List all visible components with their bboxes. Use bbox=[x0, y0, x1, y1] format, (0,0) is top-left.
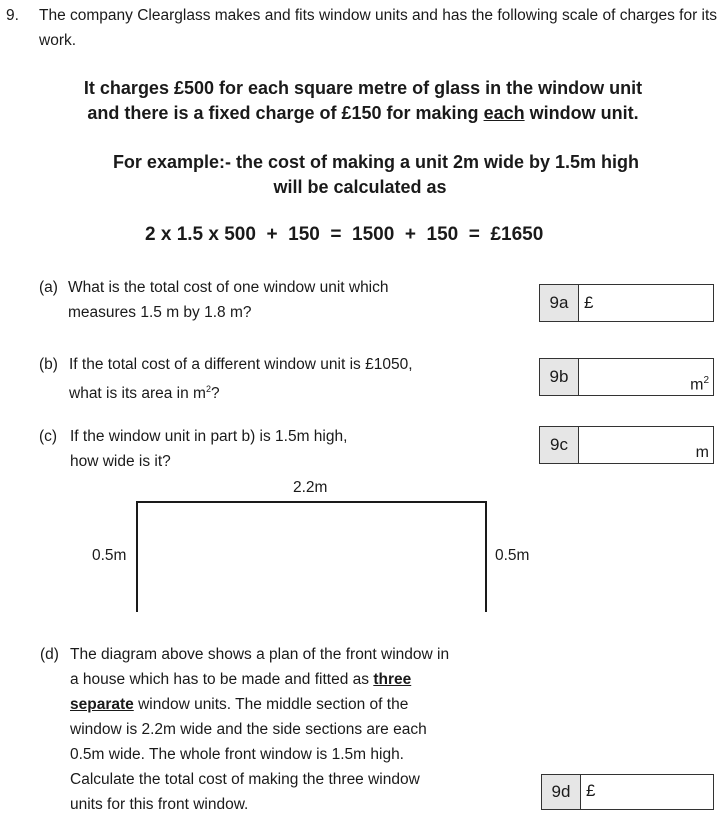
example-line2: will be calculated as bbox=[273, 177, 447, 197]
answer-label-9d: 9d bbox=[542, 775, 581, 809]
example-line1: For example:- the cost of making a unit 2m wide by 1.5m high bbox=[112, 152, 640, 172]
question-number: 9. bbox=[6, 7, 19, 24]
emphasis-each: each bbox=[483, 103, 525, 123]
part-d-label: (d) bbox=[40, 646, 59, 663]
answer-label-9a: 9a bbox=[540, 285, 579, 321]
part-d-line3: separate window units. The middle section of the bbox=[70, 696, 409, 713]
unit-label: m bbox=[695, 444, 709, 461]
part-c-line2: how wide is it? bbox=[70, 453, 171, 470]
answer-box-9d[interactable] bbox=[541, 774, 714, 810]
part-d-line5: 0.5m wide. The whole front window is 1.5m high. bbox=[70, 746, 404, 763]
unit-label: $m^2$ bbox=[690, 374, 709, 393]
question-intro: The company Clearglass makes and fits window units and has the following scale of charges for its work. bbox=[39, 7, 718, 49]
part-a-line2: measures 1.5 m by 1.8 m? bbox=[68, 304, 252, 321]
part-d-line6: Calculate the total cost of making the three window bbox=[70, 771, 420, 788]
answer-label-9c: 9c bbox=[540, 427, 579, 463]
currency-prefix: £ bbox=[586, 781, 596, 800]
diagram-right-label: 0.5m bbox=[495, 547, 530, 564]
answer-label-9b: 9b bbox=[540, 359, 579, 395]
part-d-line1: The diagram above shows a plan of the front window in bbox=[70, 646, 450, 663]
answer-box-9b[interactable] bbox=[539, 358, 714, 396]
part-d-line4: window is 2.2m wide and the side sections are each bbox=[70, 721, 427, 738]
part-b-line1: If the total cost of a different window unit is £1050, bbox=[69, 356, 413, 373]
charge-rule-line2: and there is a fixed charge of £150 for making each window unit. bbox=[87, 103, 639, 123]
diagram-middle-label: 2.2m bbox=[293, 479, 328, 496]
answer-box-9a[interactable] bbox=[539, 284, 714, 322]
charge-rule-line1: It charges £500 for each square metre of glass in the window unit bbox=[83, 78, 643, 98]
part-a-line1: What is the total cost of one window unit which bbox=[68, 279, 389, 296]
window-plan-front-line bbox=[136, 501, 487, 503]
part-a-label: (a) bbox=[39, 279, 58, 296]
currency-prefix: £ bbox=[584, 293, 594, 312]
part-d-line7: units for this front window. bbox=[70, 796, 249, 813]
part-b-line2: what is its area in $m^2$? bbox=[69, 384, 220, 403]
window-plan-right-side bbox=[485, 501, 487, 612]
part-d-line2: a house which has to be made and fitted as three bbox=[70, 671, 412, 688]
example-equation: 2 x 1.5 x 500 + 150 = 1500 + 150 = £1650 bbox=[145, 224, 544, 245]
window-plan-left-side bbox=[136, 501, 138, 612]
answer-box-9c[interactable] bbox=[539, 426, 714, 464]
part-c-label: (c) bbox=[39, 428, 58, 445]
part-b-label: (b) bbox=[39, 356, 58, 373]
part-c-line1: If the window unit in part b) is 1.5m high, bbox=[70, 428, 348, 445]
diagram-left-label: 0.5m bbox=[92, 547, 127, 564]
